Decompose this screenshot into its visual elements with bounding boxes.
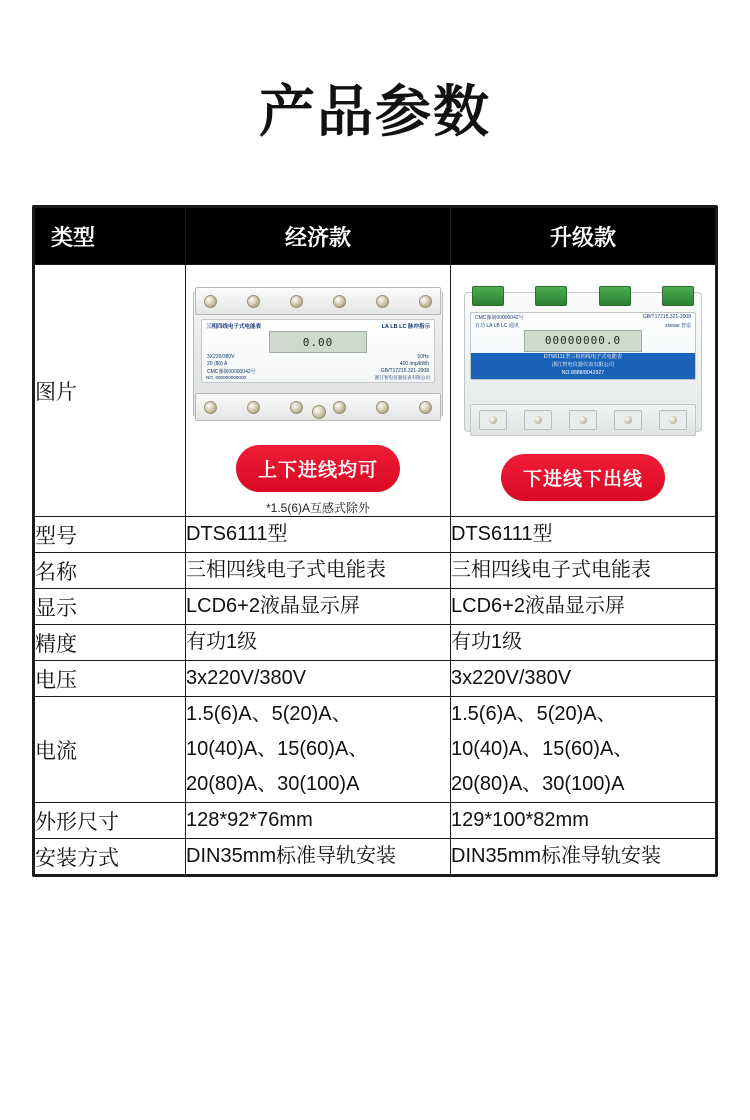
row-value-line: DIN35mm标准导轨安装 <box>451 845 662 868</box>
meter2-faceplate <box>470 312 696 380</box>
row-label: 显示 <box>35 589 186 625</box>
table-row <box>35 839 716 875</box>
meter-serial: NO. 000000000000 <box>206 375 247 381</box>
upgrade-image-cell <box>451 265 716 517</box>
row-value-line: 10(40)A、15(60)A、 <box>451 738 634 761</box>
meter-cert: CMC豫制00000042号 <box>207 369 256 376</box>
row-value-line: DTS6111型 <box>186 523 288 546</box>
row-label: 安装方式 <box>35 839 186 875</box>
table-row <box>35 589 716 625</box>
row-value-economy <box>186 697 451 803</box>
row-value-line: DIN35mm标准导轨安装 <box>186 845 397 868</box>
row-label: 精度 <box>35 625 186 661</box>
screw-icon <box>290 295 303 308</box>
row-value-upgrade <box>451 839 716 875</box>
row-value-line: 1.5(6)A、5(20)A、 <box>451 703 617 726</box>
row-value-economy <box>186 517 451 553</box>
terminal-screw-icon <box>569 410 597 430</box>
meter-top-screws <box>204 295 432 308</box>
meter-current: 20 (80) A <box>207 361 228 368</box>
row-label: 电流 <box>35 697 186 803</box>
row-value-economy <box>186 625 451 661</box>
row-value-economy <box>186 553 451 589</box>
row-value-line: LCD6+2液晶显示屏 <box>451 595 625 618</box>
row-value-upgrade <box>451 625 716 661</box>
terminal-screw-icon <box>479 410 507 430</box>
table-header-row <box>35 208 716 265</box>
table-row <box>35 661 716 697</box>
screw-icon <box>247 401 260 414</box>
header-upgrade: 升级款 <box>451 208 716 265</box>
meter-faceplate <box>201 319 435 383</box>
meter2-cert-row <box>471 313 695 321</box>
meter-maker: 浙江智电仪器仪表有限公司 <box>374 375 430 381</box>
terminal-screw-icon <box>524 410 552 430</box>
row-value-line: 三相四线电子式电能表 <box>186 559 386 582</box>
screw-icon <box>333 401 346 414</box>
meter-current-row <box>202 360 434 367</box>
row-value-line: 3x220V/380V <box>451 667 572 690</box>
screw-icon <box>204 295 217 308</box>
spec-table-wrapper <box>32 205 718 877</box>
row-value-line: 三相四线电子式电能表 <box>451 559 651 582</box>
terminal-icon <box>472 286 504 306</box>
row-value-line: 20(80)A、30(100)A <box>186 773 360 796</box>
meter-cert-row <box>202 367 434 375</box>
meter2-title: DTS6111型三相四线电子式电能表 <box>543 354 623 361</box>
row-value-upgrade <box>451 553 716 589</box>
row-label: 型号 <box>35 517 186 553</box>
table-row <box>35 803 716 839</box>
row-label: 外形尺寸 <box>35 803 186 839</box>
row-value-line: 有功1级 <box>451 631 523 654</box>
screw-icon <box>419 295 432 308</box>
meter-lcd-display: 0.00 <box>269 331 367 353</box>
meter2-phase-marks: 有功 LA LB LC 通讯 <box>475 322 519 329</box>
spec-table <box>34 207 716 875</box>
row-value-line: 129*100*82mm <box>451 809 589 832</box>
meter2-standard: GB/T17215.321-2008 <box>642 314 691 321</box>
row-value-upgrade <box>451 661 716 697</box>
meter-standard: GB/T17215.321-2008 <box>380 368 429 375</box>
spec-table-head <box>35 208 716 265</box>
upgrade-badge: 下进线下出线 <box>501 454 665 501</box>
economy-meter-block <box>186 265 450 516</box>
screw-icon <box>419 401 432 414</box>
row-label-image: 图片 <box>35 265 186 517</box>
screw-icon <box>204 401 217 414</box>
meter-face-footer <box>202 375 434 381</box>
row-value-economy <box>186 839 451 875</box>
page-title: 产品参数 <box>259 80 491 143</box>
table-row <box>35 553 716 589</box>
meter2-cert: CMC豫制00000042号 <box>475 314 524 321</box>
row-value-economy <box>186 589 451 625</box>
meter2-maker: 浙江智电仪器仪表有限公司 <box>551 362 615 369</box>
terminal-screw-icon <box>659 410 687 430</box>
meter2-serial: NO.8888/8042927 <box>561 369 605 376</box>
screw-icon <box>376 401 389 414</box>
meter-face-topbar <box>202 320 434 330</box>
meter-voltage: 3X220/380V <box>207 354 235 361</box>
meter-phase-marks: LA LB LC 脉冲指示 <box>381 324 430 331</box>
economy-image-cell <box>186 265 451 517</box>
row-value-line: 3x220V/380V <box>186 667 307 690</box>
economy-note: *1.5(6)A互感式除外 <box>265 501 371 516</box>
meter2-lcd-display: 00000000.0 <box>524 330 642 352</box>
row-value-upgrade <box>451 697 716 803</box>
screw-icon <box>333 295 346 308</box>
meter2-brand-row <box>471 321 695 329</box>
meter-title: 三相四线电子式电能表 <box>206 324 262 331</box>
row-value-upgrade <box>451 589 716 625</box>
terminal-icon <box>599 286 631 306</box>
meter2-bottom-terminals <box>470 404 696 436</box>
table-row <box>35 697 716 803</box>
row-value-upgrade <box>451 517 716 553</box>
header-type: 类型 <box>35 208 186 265</box>
economy-badge: 上下进线均可 <box>236 445 400 492</box>
screw-icon <box>290 401 303 414</box>
row-label: 名称 <box>35 553 186 589</box>
economy-meter-illustration <box>193 273 443 433</box>
header-economy: 经济款 <box>186 208 451 265</box>
row-value-line: 1.5(6)A、5(20)A、 <box>186 703 352 726</box>
row-value-line: 128*92*76mm <box>186 809 313 832</box>
terminal-icon <box>662 286 694 306</box>
row-value-line: DTS6111型 <box>451 523 553 546</box>
table-row <box>35 625 716 661</box>
upgrade-meter-illustration <box>458 282 708 442</box>
table-row <box>35 517 716 553</box>
table-row-image <box>35 265 716 517</box>
meter-rating-row <box>202 353 434 360</box>
meter-top-rail <box>195 287 441 315</box>
meter2-terminal-block <box>472 286 694 306</box>
row-value-line: 20(80)A、30(100)A <box>451 773 625 796</box>
row-value-line: 有功1级 <box>186 631 258 654</box>
row-value-line: LCD6+2液晶显示屏 <box>186 595 360 618</box>
meter-constant: 400 imp/kWh <box>399 361 429 368</box>
meter2-blue-band <box>471 353 695 378</box>
spec-table-body <box>35 265 716 875</box>
upgrade-meter-block <box>451 274 715 508</box>
meter2-brand: ziseae 智造 <box>665 322 691 329</box>
terminal-icon <box>535 286 567 306</box>
row-value-line: 10(40)A、15(60)A、 <box>186 738 369 761</box>
meter-frequency: 50Hz <box>417 354 429 361</box>
screw-icon <box>376 295 389 308</box>
terminal-screw-icon <box>614 410 642 430</box>
row-value-economy <box>186 803 451 839</box>
row-value-upgrade <box>451 803 716 839</box>
row-label: 电压 <box>35 661 186 697</box>
screw-icon <box>247 295 260 308</box>
row-value-economy <box>186 661 451 697</box>
